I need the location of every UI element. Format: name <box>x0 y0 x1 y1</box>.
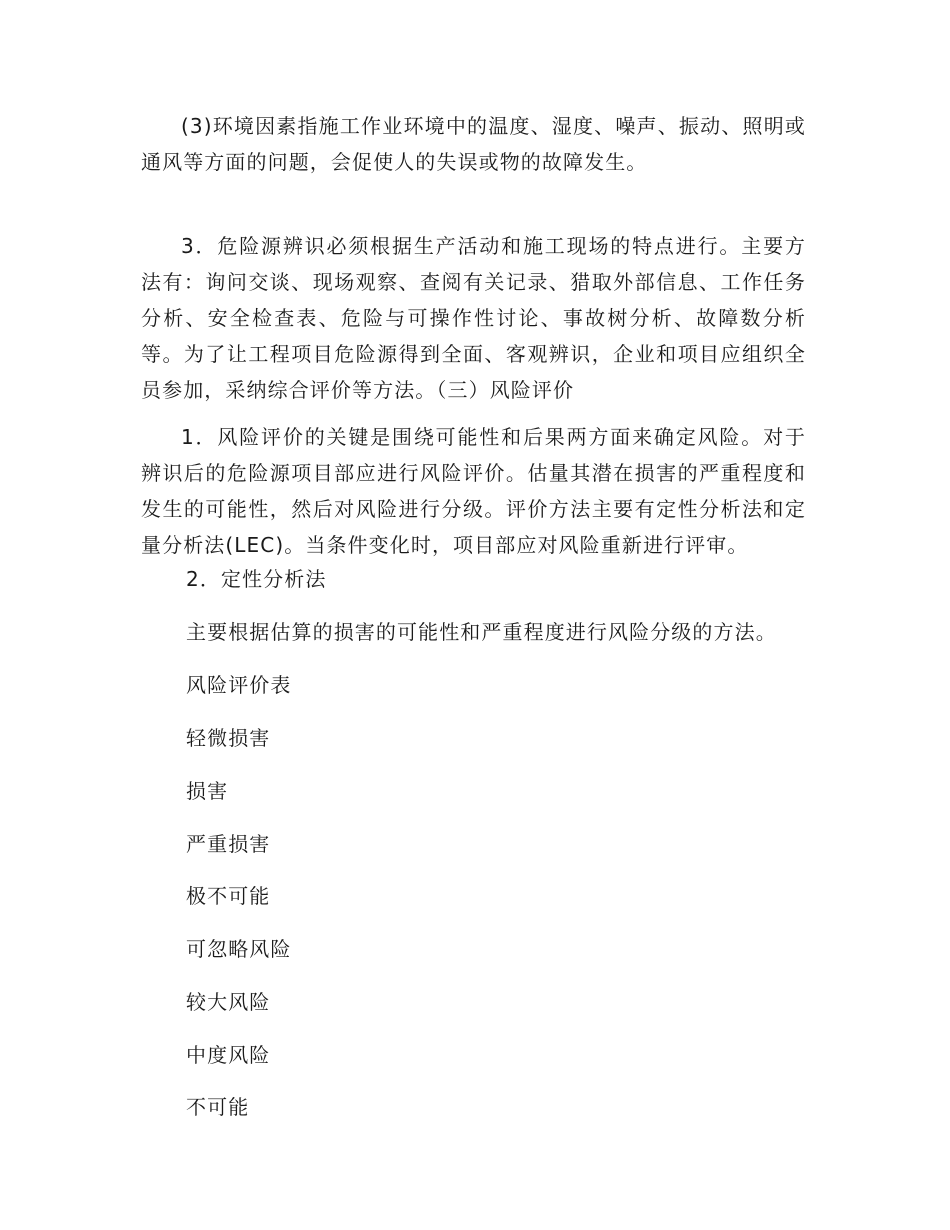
paragraph-hazard-identification: 3．危险源辨识必须根据生产活动和施工现场的特点进行。主要方法有：询问交谈、现场观察、查阅有关记录、猎取外部信息、工作任务分析、安全检查表、危险与可操作性讨论、事故树分析、故障数分析等。为了让工程项目危险源得到全面、客观辨识，企业和项目应组织全员参加，采纳综合评价等方法。（三）风险评价 <box>141 234 806 402</box>
text-minor-damage: 轻微损害 <box>186 726 271 750</box>
text-risk-table-title: 风险评价表 <box>186 673 292 697</box>
text-negligible-risk: 可忽略风险 <box>186 937 292 961</box>
paragraph-risk-evaluation: 1．风险评价的关键是围绕可能性和后果两方面来确定风险。对于辨识后的危险源项目部应进行风险评价。估量其潜在损害的严重程度和发生的可能性，然后对风险进行分级。评价方法主要有定性分析法和定量分析法(LEC)。当条件变化时，项目部应对风险重新进行评审。 <box>141 425 806 557</box>
text-unlikely: 不可能 <box>186 1095 250 1119</box>
paragraph-environment-factors: (3)环境因素指施工作业环境中的温度、湿度、噪声、振动、照明或通风等方面的问题，会促使人的失误或物的故障发生。 <box>141 114 806 174</box>
text-moderate-risk: 中度风险 <box>186 1043 271 1067</box>
text-damage: 损害 <box>186 779 229 803</box>
text-qualitative-description: 主要根据估算的损害的可能性和严重程度进行风险分级的方法。 <box>186 620 777 644</box>
text-extremely-unlikely: 极不可能 <box>186 884 271 908</box>
text-severe-damage: 严重损害 <box>186 832 271 856</box>
text-major-risk: 较大风险 <box>186 990 271 1014</box>
heading-qualitative-analysis: 2．定性分析法 <box>186 567 327 591</box>
